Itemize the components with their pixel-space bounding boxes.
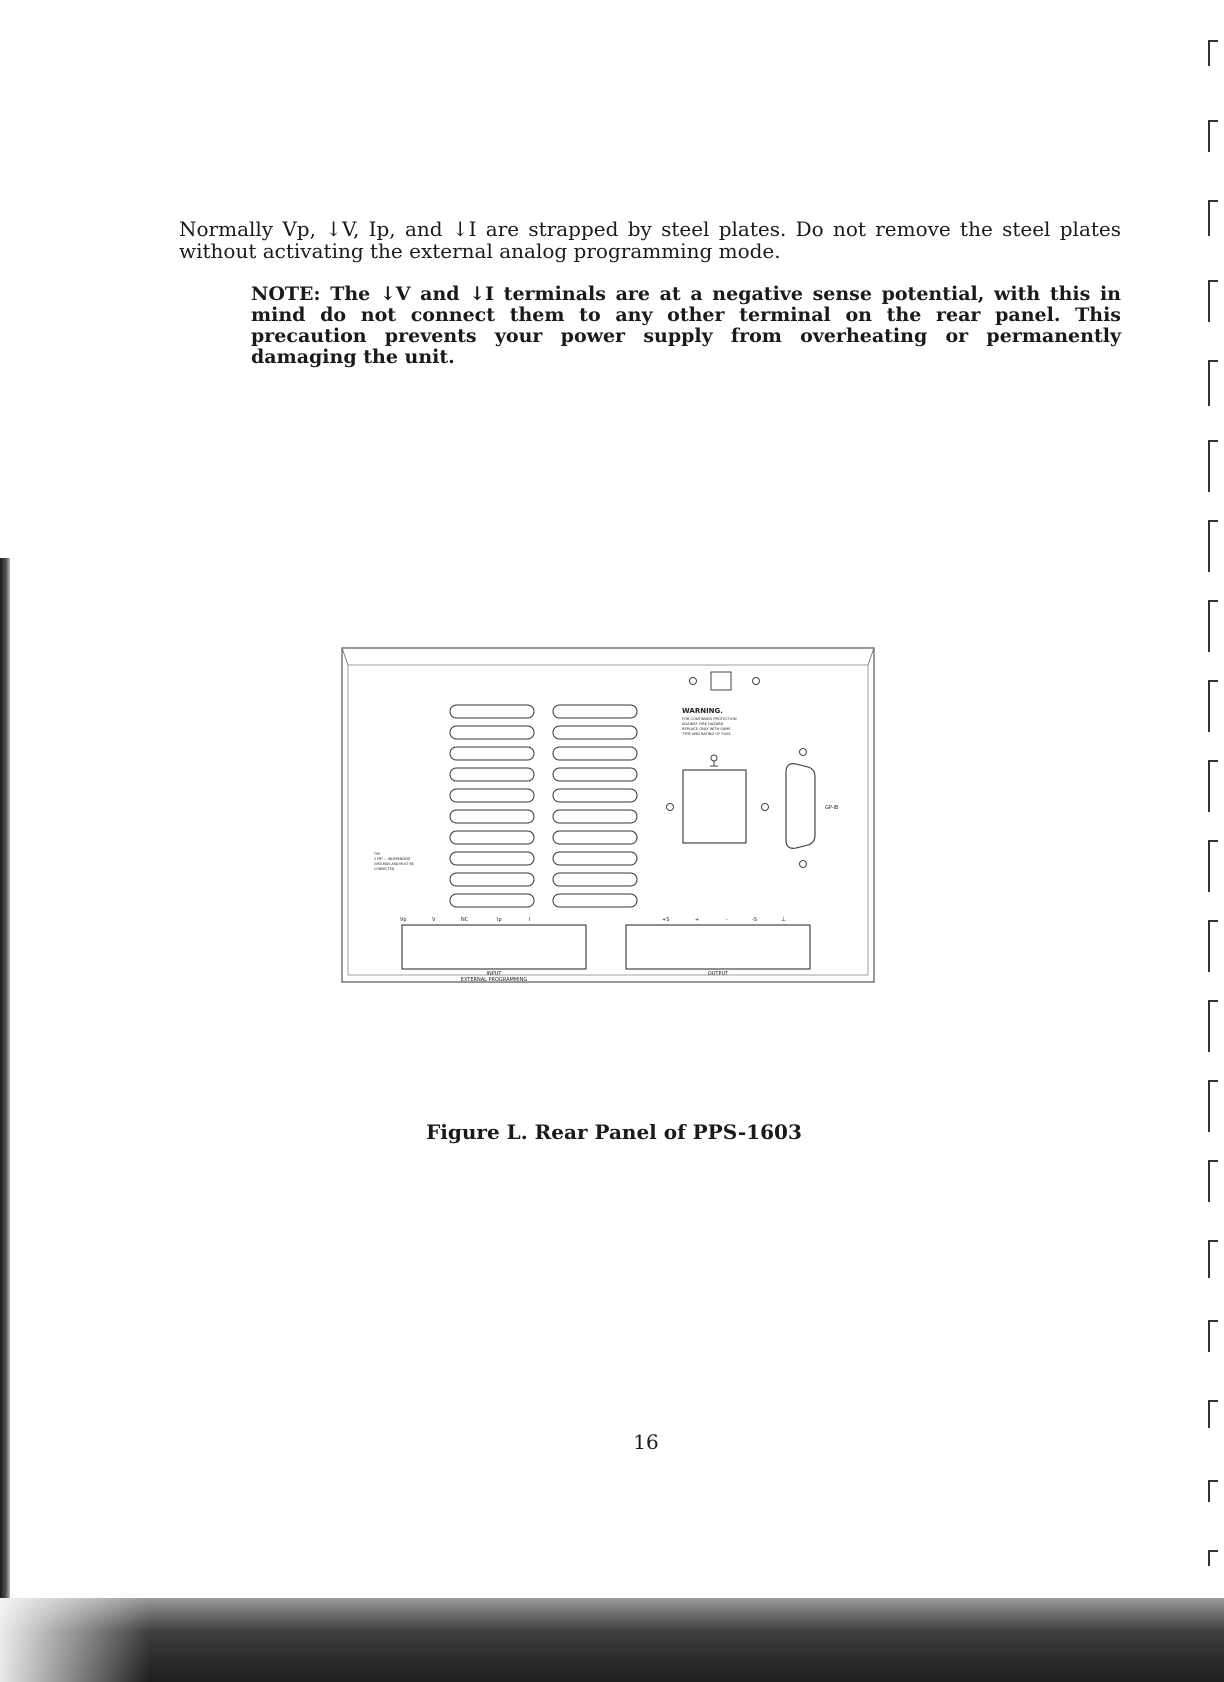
terminal-label: +S — [662, 917, 670, 923]
terminal-label: + — [695, 917, 700, 923]
terminal-label: Ip — [497, 917, 502, 923]
spiral-binding — [1200, 30, 1224, 1570]
scan-bottom-edge-shadow — [0, 1598, 1224, 1682]
terminal-label: I — [529, 917, 531, 923]
rear-panel-diagram — [338, 645, 878, 989]
warning-line: FOR CONTINUED PROTECTION — [682, 717, 737, 721]
gpib-label: GP-IB — [825, 805, 839, 811]
warning-line: REPLACE ONLY WITH SAME — [682, 727, 731, 731]
page-number-text: 16 — [633, 1430, 659, 1454]
terminal-label: ⊥ — [781, 916, 787, 923]
input-terminal-block — [402, 925, 586, 969]
note-paragraph: NOTE: The ↓V and ↓I terminals are at a negative sense potential, with this in mind do not connect them to any other terminal on the rear panel. This precaution prevents your power supply from overheating or permanently damaging the unit. — [251, 283, 1121, 368]
terminal-label: -S — [752, 917, 757, 923]
warning-title: WARNING. — [682, 707, 723, 715]
warning-line: AGAINST FIRE HAZARD — [682, 722, 724, 726]
terminal-label: V — [432, 917, 436, 923]
terminal-label: NC — [461, 917, 469, 923]
small-note-line: GROUNDS AND MUST BE — [374, 862, 414, 866]
warning-line: TYPE AND RATING OF FUSE — [682, 732, 731, 736]
terminal-label: - — [726, 917, 728, 923]
page-number — [0, 1430, 1224, 1454]
small-note-line: CONNECTED — [374, 867, 395, 871]
input-label: INPUT — [486, 971, 502, 977]
rear-panel-svg — [338, 645, 878, 985]
figure-caption-text: Figure L. Rear Panel of PPS-1603 — [426, 1120, 802, 1144]
body-paragraph: Normally Vp, ↓V, Ip, and ↓I are strapped by steel plates. Do not remove the steel plates without activating the external analog programming mode. — [179, 217, 1121, 263]
terminal-label: Vp — [400, 917, 407, 923]
input-sublabel: EXTERNAL PROGRAMMING — [460, 977, 528, 983]
small-note-line: 2 PRT ... INDEPENDENT — [374, 857, 411, 861]
figure-caption — [0, 1120, 1224, 1144]
small-note-line: THE — [374, 852, 381, 856]
output-terminal-block — [626, 925, 810, 969]
output-label: OUTPUT — [707, 971, 729, 977]
